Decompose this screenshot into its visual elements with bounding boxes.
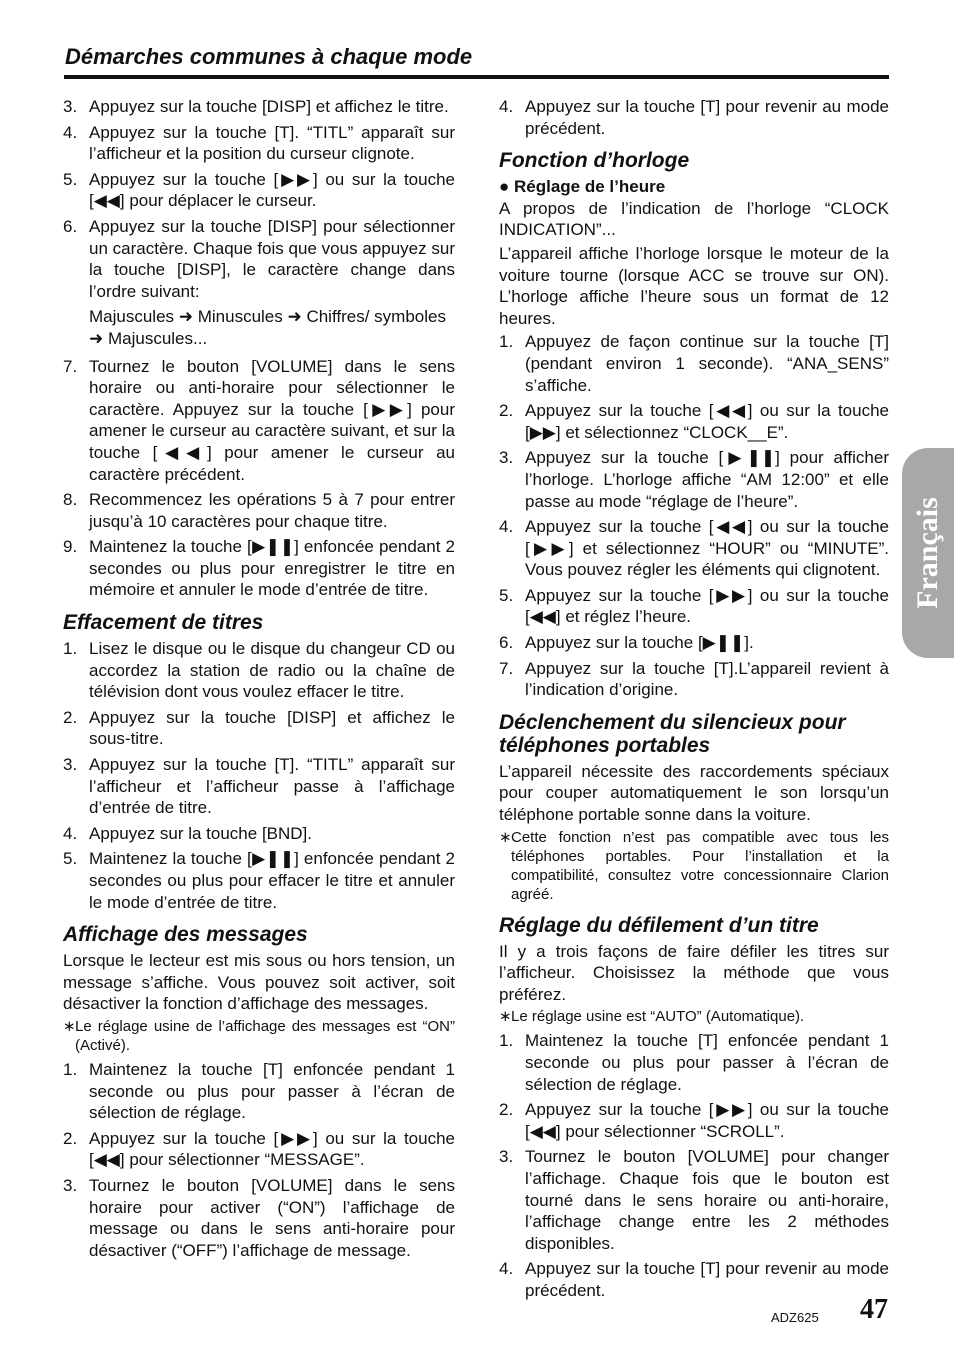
clock-steps xyxy=(499,331,889,701)
list-item: 1. Lisez le disque ou le disque du changeur CD ou accordez la station de radio ou la chaîne de télévision dont vous voulez effacer le titre. xyxy=(63,639,455,702)
list-item: 1. Appuyez de façon continue sur la touche [T] (pendant environ 1 seconde). “ANA_SENS” s’affiche. xyxy=(499,332,889,395)
list-item: 3. Tournez le bouton [VOLUME] pour changer l’affichage. Chaque fois que le bouton est tourné dans le sens horaire ou anti-horaire, l’affichage change entre les 2 méthodes disponibles. xyxy=(499,1147,889,1253)
list-item: 2. Appuyez sur la touche [▶▶] ou sur la touche [◀◀] pour sélectionner “SCROLL”. xyxy=(499,1100,889,1141)
scroll-paragraph: Il y a trois façons de faire défiler les titres sur l’afficheur. Choisissez la méthode que vous préférez. xyxy=(499,941,889,1004)
section-title: Démarches communes à chaque mode xyxy=(65,44,473,69)
messages-paragraph: Lorsque le lecteur est mis sous ou hors tension, un message s’affiche. Vous pouvez soit activer, soit désactiver la fonction d’affichage des messages. xyxy=(63,951,455,1014)
language-tab xyxy=(902,448,954,658)
list-item: 3. Appuyez sur la touche [T]. “TITL” apparaît sur l’afficheur et l’afficheur passe à l’affichage d’entrée de titre. xyxy=(63,755,455,818)
list-item: 3. Tournez le bouton [VOLUME] dans le sens horaire pour activer (“ON”) l’affichage de message ou dans le sens anti-horaire pour désactiver (“OFF”) l’affichage de message. xyxy=(63,1175,455,1260)
list-item: 6. Appuyez sur la touche [DISP] pour sélectionner un caractère. Chaque fois que vous appuyez sur la touche [DISP], le caractère change dans l’ordre suivant: xyxy=(63,216,455,301)
list-item: 4. Appuyez sur la touche [BND]. xyxy=(63,823,313,843)
erase-heading: Effacement de titres xyxy=(63,611,264,635)
messages-note: ∗ Le réglage usine de l’affichage des messages est “ON” (Activé). xyxy=(63,1017,455,1054)
character-sequence: Majuscules ➜ Minuscules ➜ Chiffres/ symboles ➜ Majuscules... xyxy=(89,307,446,348)
scroll-heading: Réglage du défilement d’un titre xyxy=(499,913,819,937)
list-item: 4. Appuyez sur la touche [T] pour revenir au mode précédent. xyxy=(499,97,889,138)
steps-b xyxy=(63,356,455,602)
erase-steps xyxy=(63,638,455,913)
mute-paragraph: L’appareil nécessite des raccordements spéciaux pour couper automatiquement le son lorsqu’un téléphone portable sonne dans la voiture. xyxy=(499,761,889,825)
list-item: 4. Appuyez sur la touche [T]. “TITL” apparaît sur l’afficheur et la position du curseur clignote. xyxy=(63,122,455,164)
clock-heading: Fonction d’horloge xyxy=(499,149,690,173)
language-tab-label: Français xyxy=(911,497,944,609)
left-column xyxy=(63,96,455,1265)
list-item: 5. Maintenez la touche [▶❚❚] enfoncée pendant 2 secondes ou plus pour effacer le titre et annuler le mode d’entrée de titre. xyxy=(63,849,455,912)
messages-steps xyxy=(63,1059,455,1261)
list-item: 5. Appuyez sur la touche [▶▶] ou sur la touche [◀◀] pour déplacer le curseur. xyxy=(63,169,455,211)
list-item: 4. Appuyez sur la touche [◀◀] ou sur la touche [▶▶] et sélectionnez “HOUR” ou “MINUTE”. Vous pouvez régler les éléments qui clignotent. xyxy=(499,517,889,580)
list-item: 9. Maintenez la touche [▶❚❚] enfoncée pendant 2 secondes ou plus pour enregistrer le titre en mémoire et annuler le mode d’entrée de titre. xyxy=(63,537,455,600)
list-item: 1. Maintenez la touche [T] enfoncée pendant 1 seconde ou plus pour passer à l’écran de sélection de réglage. xyxy=(499,1031,889,1094)
list-item: 2. Appuyez sur la touche [▶▶] ou sur la touche [◀◀] pour sélectionner “MESSAGE”. xyxy=(63,1128,455,1170)
scroll-steps xyxy=(499,1030,889,1301)
model-code: ADZ625 xyxy=(771,1310,819,1325)
page-number: 47 xyxy=(860,1294,888,1325)
header-rule xyxy=(64,75,889,79)
scroll-note: ∗ Le réglage usine est “AUTO” (Automatique). xyxy=(499,1008,805,1026)
clock-paragraph: L’appareil affiche l’horloge lorsque le moteur de la voiture tourne (lorsque ACC se trouve sur ON). L’horloge affiche l’heure sous un format de 12 heures. xyxy=(499,243,889,328)
list-item: 4. Appuyez sur la touche [T] pour revenir au mode précédent. xyxy=(499,1259,889,1300)
right-column xyxy=(499,96,889,1306)
mute-note: ∗ Cette fonction n’est pas compatible avec tous les téléphones portables. Pour l’installation et la compatibilité, consultez votre concessionnaire Clarion agréé. xyxy=(499,828,889,903)
list-item: 5. Appuyez sur la touche [▶▶] ou sur la touche [◀◀] et réglez l’heure. xyxy=(499,585,889,627)
list-item: 6. Appuyez sur la touche [▶❚❚]. xyxy=(499,633,754,653)
list-item: 3. Appuyez sur la touche [▶❚❚] pour afficher l’horloge. L’horloge affiche “AM 12:00” et elle passe au mode “réglage de l’heure”. xyxy=(499,448,889,511)
list-item: 7. Tournez le bouton [VOLUME] dans le sens horaire ou anti-horaire pour sélectionner le caractère. Appuyez sur la touche [▶▶] pour amener le curseur au caractère suivant, et sur la touche [◀◀] pour amener le curseur au caractère précédent. xyxy=(63,356,455,484)
list-item: 1. Maintenez la touche [T] enfoncée pendant 1 seconde ou plus pour passer à l’écran de sélection de réglage. xyxy=(63,1059,455,1123)
clock-subheading: ● Réglage de l’heure xyxy=(499,177,666,197)
list-item: 2. Appuyez sur la touche [DISP] et affichez le sous-titre. xyxy=(63,707,455,749)
list-item: 8. Recommencez les opérations 5 à 7 pour entrer jusqu’à 10 caractères pour chaque titre. xyxy=(63,490,455,531)
list-item: 7. Appuyez sur la touche [T].L’appareil revient à l’indication d’origine. xyxy=(499,658,889,700)
messages-heading: Affichage des messages xyxy=(63,923,308,947)
list-item: 3. Appuyez sur la touche [DISP] et affichez le titre. xyxy=(63,97,449,116)
mute-heading: Déclenchement du silencieux pour téléphones portables xyxy=(499,710,846,757)
clock-paragraph: A propos de l’indication de l’horloge “CLOCK INDICATION”... xyxy=(499,198,889,240)
list-item: 2. Appuyez sur la touche [◀◀] ou sur la touche [▶▶] et sélectionnez “CLOCK__E”. xyxy=(499,401,889,442)
steps-a xyxy=(63,96,455,302)
